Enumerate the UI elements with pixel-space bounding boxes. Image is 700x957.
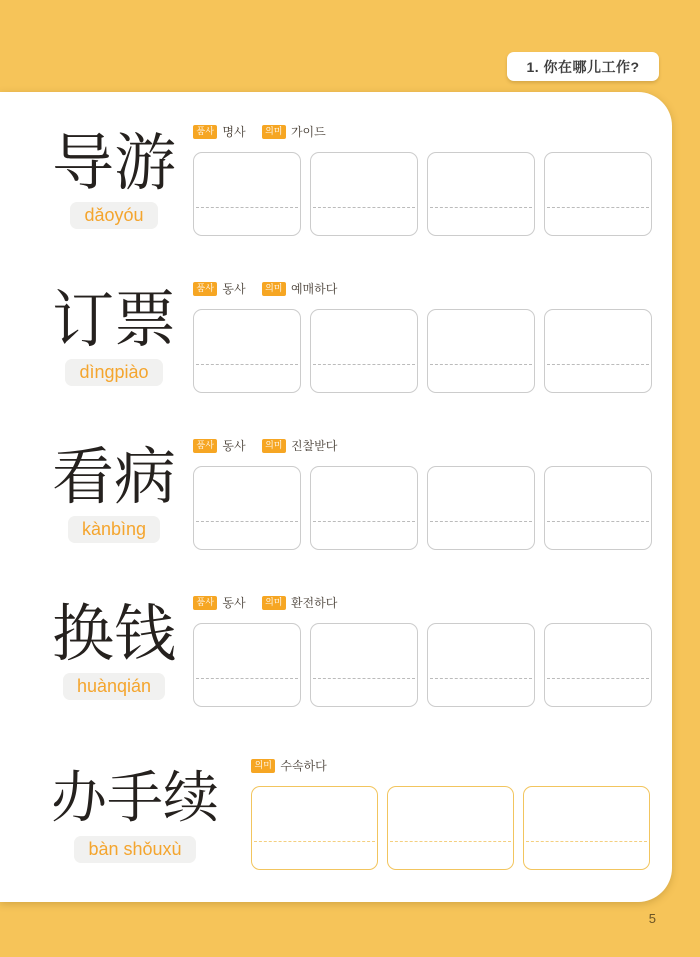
vocab-row-dingpiao	[0, 281, 672, 411]
practice-box	[427, 309, 535, 393]
practice-box	[310, 466, 418, 550]
page-number: 5	[648, 911, 656, 926]
pos-badge: 품사	[193, 439, 217, 453]
vocab-row-kanbing	[0, 438, 672, 568]
badge-line	[193, 595, 652, 610]
practice-box	[251, 786, 378, 870]
practice-box	[544, 152, 652, 236]
meaning-badge: 의미	[251, 759, 275, 773]
pos-value: 동사	[222, 439, 246, 453]
pos-value: 동사	[222, 282, 246, 296]
pinyin-label: dǎoyóu	[70, 202, 157, 229]
meaning-badge: 의미	[262, 125, 286, 139]
practice-boxes	[193, 152, 652, 236]
practice-boxes	[193, 309, 652, 393]
practice-box	[544, 623, 652, 707]
practice-box	[193, 152, 301, 236]
practice-boxes	[193, 466, 652, 550]
hanzi-word: 换钱	[51, 597, 176, 670]
badge-line	[193, 124, 652, 139]
meaning-value: 수속하다	[280, 759, 327, 773]
practice-box	[193, 466, 301, 550]
word-column	[30, 124, 198, 229]
meaning-value: 환전하다	[290, 596, 338, 610]
pos-value: 동사	[222, 596, 246, 610]
meaning-value: 예매하다	[290, 282, 338, 296]
meaning-badge: 의미	[262, 596, 286, 610]
practice-box	[427, 623, 535, 707]
badge-line	[193, 281, 652, 296]
badge-line	[251, 758, 650, 773]
practice-boxes	[251, 786, 650, 870]
practice-boxes	[193, 623, 652, 707]
meaning-value: 가이드	[290, 125, 326, 139]
pinyin-label: kànbìng	[68, 516, 160, 543]
badge-line	[193, 438, 652, 453]
chapter-title: 1. 你在哪儿工作?	[526, 58, 640, 75]
practice-box	[193, 623, 301, 707]
hanzi-word: 导游	[51, 126, 176, 199]
meaning-value: 진찰받다	[290, 439, 338, 453]
content-column	[193, 438, 652, 550]
pinyin-label: dìngpiào	[65, 359, 162, 386]
hanzi-word: 订票	[51, 283, 176, 356]
hanzi-word: 看病	[51, 440, 176, 513]
practice-box	[387, 786, 514, 870]
hanzi-word: 办手续	[51, 766, 219, 831]
practice-box	[544, 466, 652, 550]
page-sheet	[0, 92, 672, 902]
vocab-row-huanqian	[0, 595, 672, 725]
vocab-row-daoyou	[0, 124, 672, 254]
meaning-badge: 의미	[262, 439, 286, 453]
pos-badge: 품사	[193, 282, 217, 296]
practice-box	[310, 309, 418, 393]
pos-badge: 품사	[193, 125, 217, 139]
word-column	[30, 438, 198, 543]
practice-box	[523, 786, 650, 870]
practice-box	[193, 309, 301, 393]
practice-box	[427, 152, 535, 236]
practice-box	[310, 152, 418, 236]
pos-value: 명사	[222, 125, 246, 139]
practice-box	[310, 623, 418, 707]
word-column	[30, 281, 198, 386]
pos-badge: 품사	[193, 596, 217, 610]
vocab-row-banshouxu	[0, 758, 672, 888]
meaning-badge: 의미	[262, 282, 286, 296]
content-column	[251, 758, 650, 870]
chapter-tab	[507, 52, 659, 81]
pinyin-label: bàn shǒuxù	[74, 836, 195, 863]
pinyin-label: huànqián	[63, 673, 165, 700]
word-column	[25, 758, 245, 863]
content-column	[193, 124, 652, 236]
content-column	[193, 595, 652, 707]
practice-box	[544, 309, 652, 393]
content-column	[193, 281, 652, 393]
word-column	[30, 595, 198, 700]
practice-box	[427, 466, 535, 550]
